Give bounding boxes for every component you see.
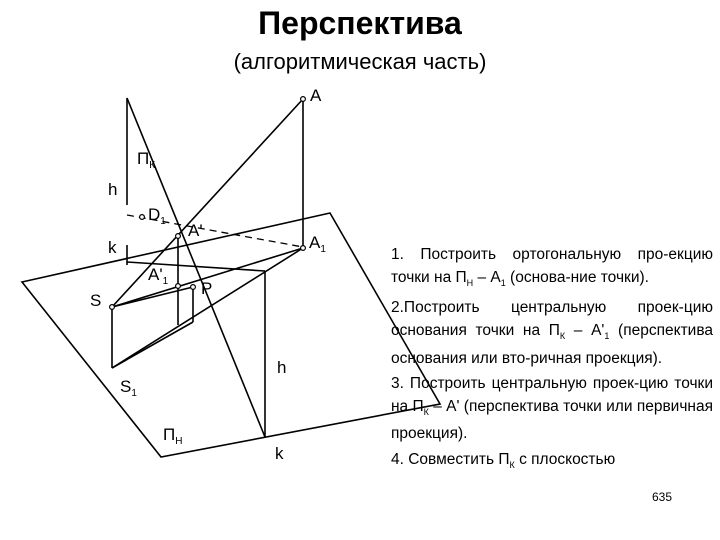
label-Ap1: $A'_1$: [148, 265, 169, 287]
ray-S-P: [112, 287, 193, 307]
label-P: P: [201, 279, 213, 298]
point-S: [110, 305, 115, 310]
label-S1: $S_1$: [120, 377, 137, 399]
point-D1: [140, 215, 145, 220]
page-number: 635: [652, 490, 673, 504]
label-PiK: $П_К$: [137, 149, 156, 171]
point-A: [301, 97, 306, 102]
step-4: 4. Совместить $П_К$ с плоскостью: [391, 451, 616, 471]
point-A1: [301, 246, 306, 251]
label-Ap: A': [188, 221, 203, 240]
page-subtitle: (алгоритмическая часть): [233, 49, 487, 74]
label-h-bottom: h: [277, 358, 287, 377]
label-k-top: k: [108, 238, 117, 257]
label-k-bottom: k: [275, 444, 284, 463]
label-A: A: [310, 86, 322, 105]
ray-S1-A1: [112, 248, 303, 368]
step-2: 2.Построить центральную проек-цию основания точки на $П_К - А'_1$ (перспектива основания или вто-ричная проекция).: [391, 299, 714, 367]
step-3: 3. Построить центральную проек-цию точки на $П_К$ – А' (перспектива точки или первичная проекция).: [391, 375, 713, 443]
label-S: S: [90, 291, 102, 310]
label-h-top: h: [108, 180, 118, 199]
page-title: Перспектива: [258, 5, 462, 41]
point-Ap: [176, 234, 181, 239]
point-Ap1: [176, 284, 181, 289]
ray-S1-P: [112, 322, 193, 368]
step-1: 1. Построить ортогональную про-екцию точки на $П_Н - А_1$ (основа-ние точки).: [391, 246, 713, 288]
label-PiH: $П_Н$: [163, 425, 183, 447]
point-P: [191, 285, 196, 290]
ray-S-A1: [112, 248, 303, 307]
ground-plane-outline: [22, 213, 440, 457]
label-A1: $A_1$: [309, 233, 326, 255]
algorithm-steps: [391, 244, 713, 480]
label-D1: $D_1$: [148, 205, 166, 227]
